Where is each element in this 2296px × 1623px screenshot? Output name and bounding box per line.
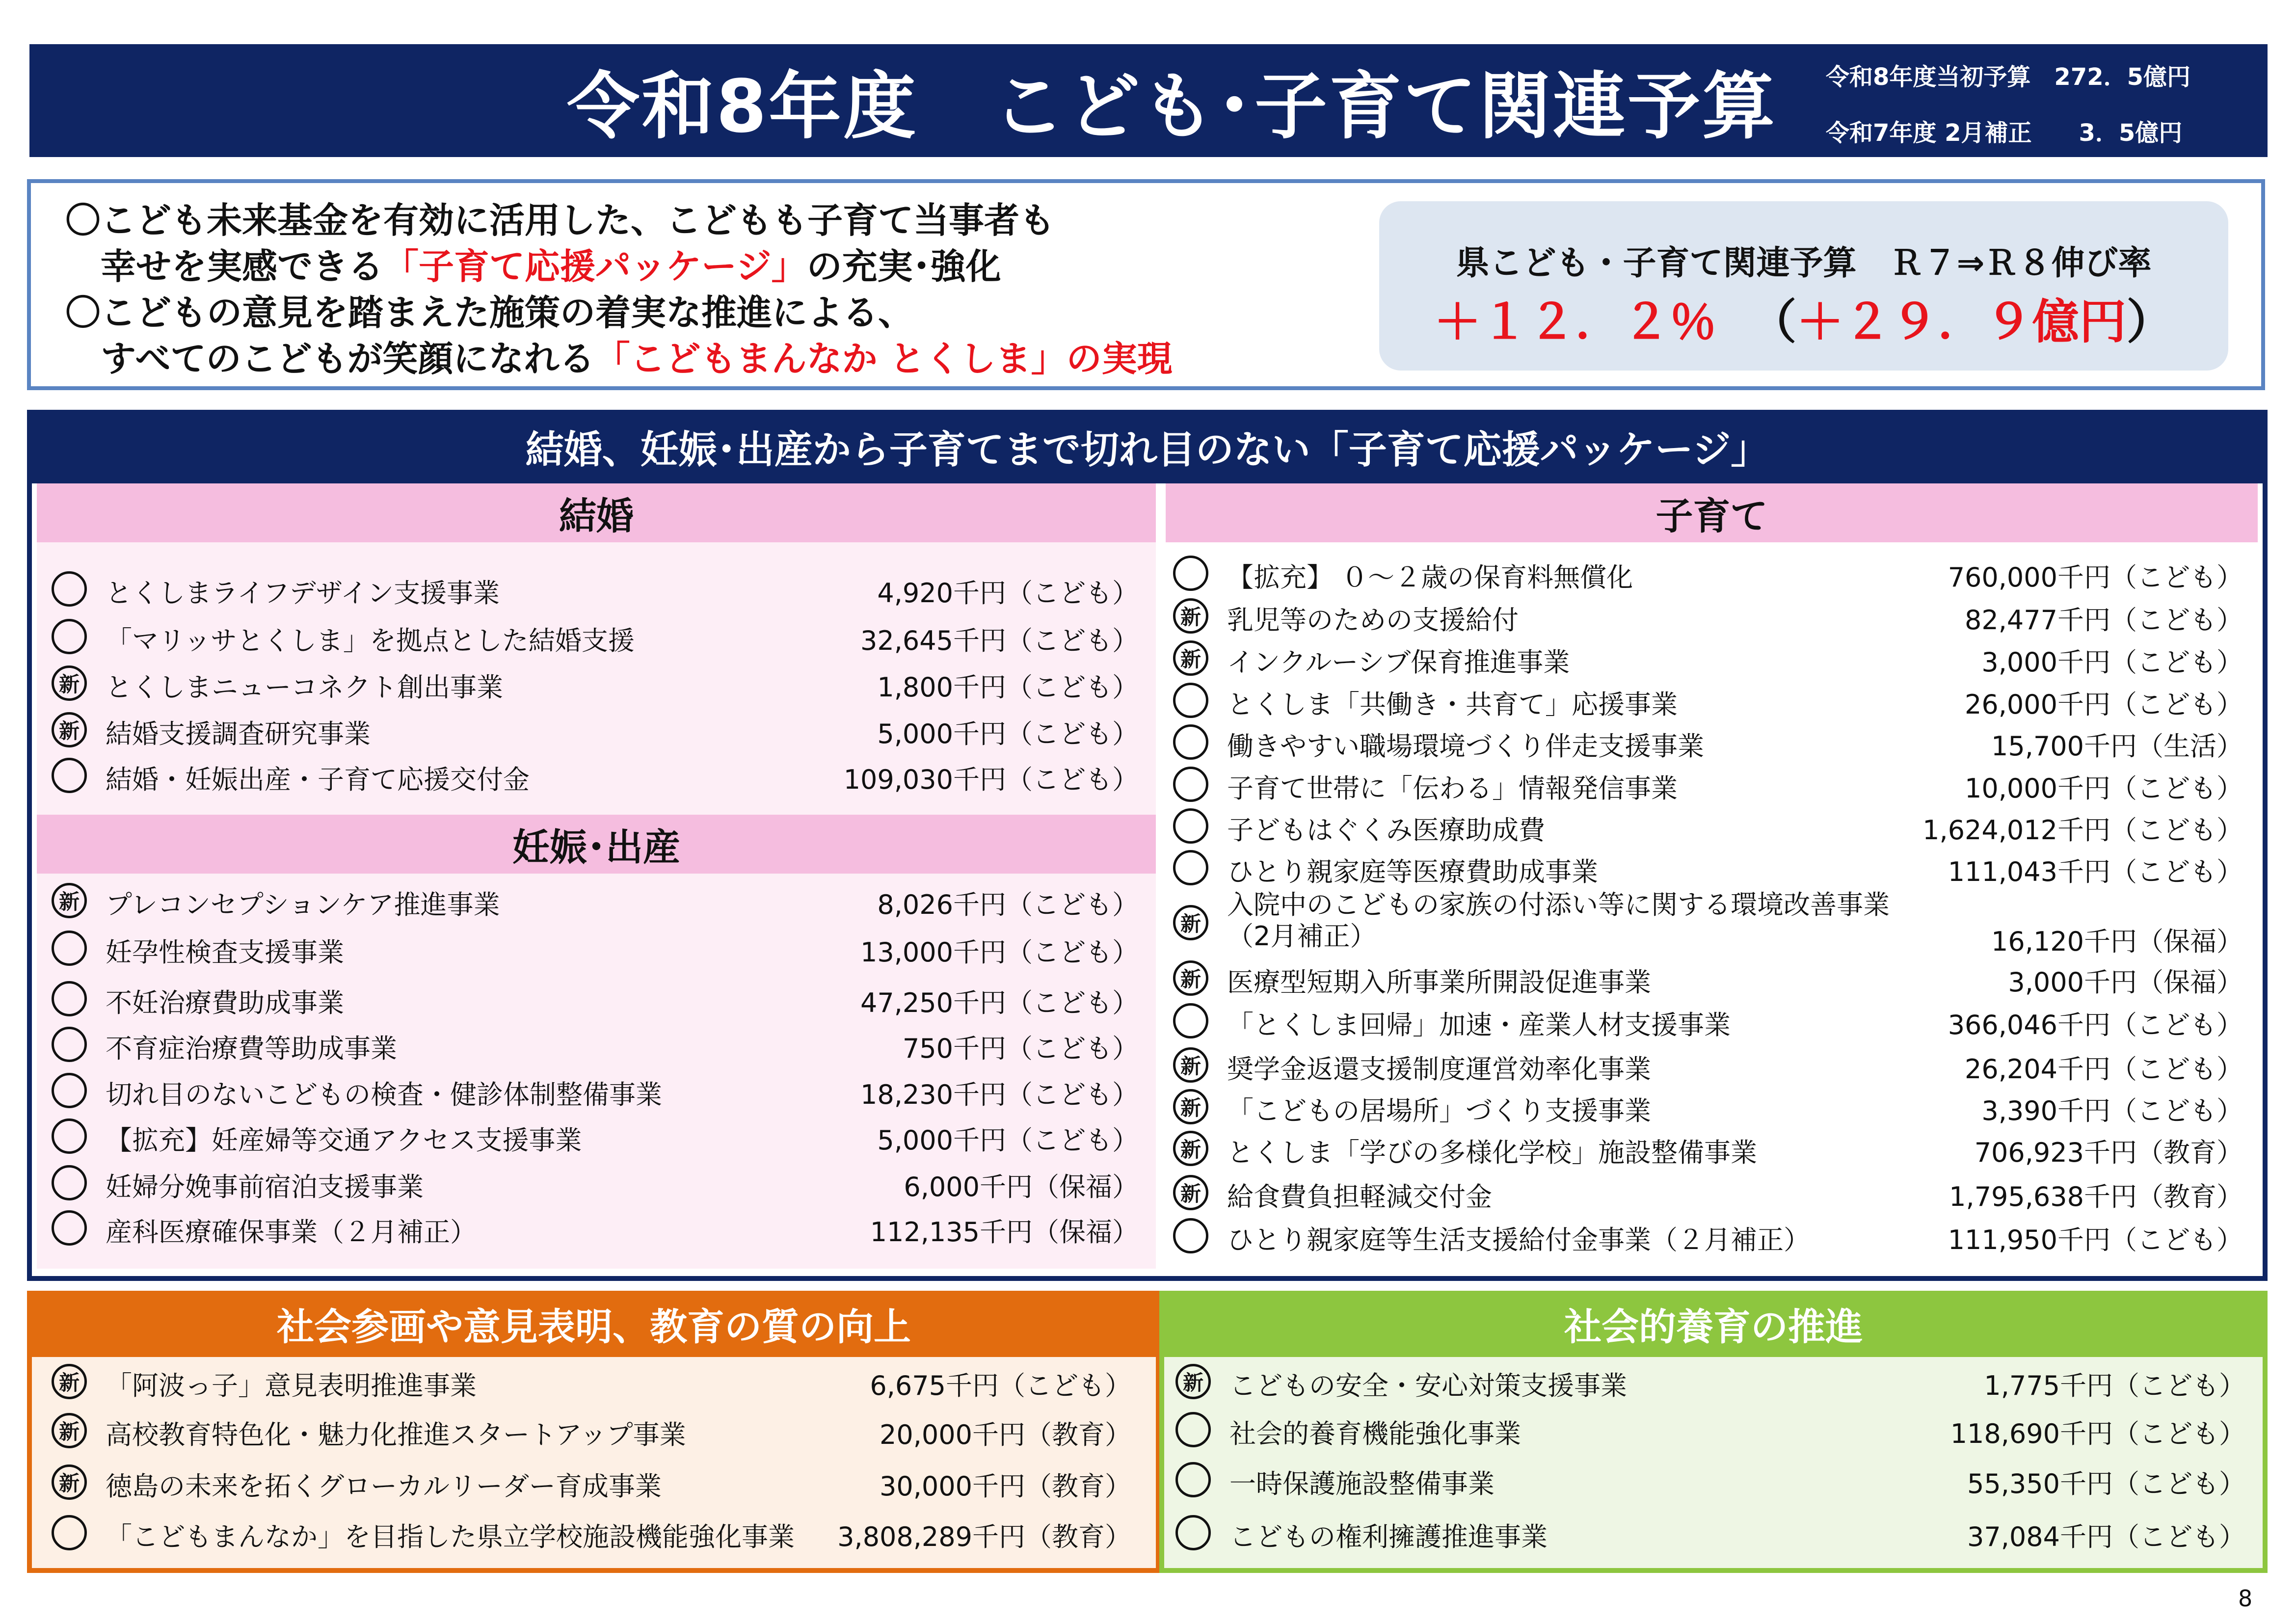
item-amount: 6,675千円（こども） [870, 1370, 1131, 1401]
list-item [52, 617, 1139, 656]
item-name: とくしまニューコネクト創出事業 [106, 672, 503, 703]
social-heading: 社会参画や意見表明、教育の質の向上 [27, 1291, 1161, 1357]
list-item [1173, 596, 2243, 636]
circle-mark-icon [1175, 1515, 1211, 1550]
circle-mark-icon [1173, 767, 1208, 802]
list-item [52, 929, 1139, 968]
circle-mark-icon [52, 1073, 87, 1108]
item-amount: 13,000千円（こども） [860, 937, 1139, 968]
circle-mark-icon [52, 1210, 87, 1246]
item-amount: 4,920千円（こども） [877, 578, 1139, 609]
paren-close: ） [2126, 294, 2174, 349]
item-name: ひとり親家庭等医療費助成事業 [1227, 856, 1598, 887]
package-highlight: 「子育て応援パッケージ」 [383, 246, 807, 287]
item-name: 一時保護施設整備事業 [1229, 1468, 1495, 1499]
new-badge-icon: 新 [1173, 905, 1208, 940]
item-name: 切れ目のないこどもの検査・健診体制整備事業 [106, 1079, 662, 1110]
item-amount: 32,645千円（こども） [860, 625, 1139, 656]
list-item [52, 1071, 1139, 1110]
item-amount: 3,808,289千円（教育） [837, 1521, 1131, 1552]
item-amount: 111,043千円（こども） [1948, 856, 2243, 887]
item-name: 働きやすい職場環境づくり伴走支援事業 [1227, 731, 1704, 762]
item-amount: 3,390千円（こども） [1981, 1095, 2243, 1126]
item-name: 乳児等のための支援給付 [1227, 605, 1519, 636]
item-amount: 82,477千円（こども） [1965, 605, 2243, 636]
page-number: 8 [2238, 1585, 2253, 1612]
item-amount: 30,000千円（教育） [880, 1471, 1131, 1502]
item-amount: 10,000千円（こども） [1965, 773, 2243, 804]
item-name: 子育て世帯に「伝わる」情報発信事業 [1227, 773, 1678, 804]
item-name: 「とくしま回帰」加速・産業人材支援事業 [1227, 1010, 1731, 1040]
item-amount: 55,350千円（こども） [1967, 1468, 2245, 1499]
item-name: 産科医療確保事業（２月補正） [106, 1217, 477, 1248]
item-name: 不育症治療費等助成事業 [106, 1033, 397, 1064]
new-badge-icon: 新 [1173, 1131, 1208, 1166]
intro-line-1: 〇こども未来基金を有効に活用した、こどもも子育て当事者も [65, 200, 1055, 241]
circle-mark-icon [52, 1027, 87, 1062]
intro-line-4 [65, 330, 1173, 381]
circle-mark-icon [52, 758, 87, 793]
item-name: 徳島の未来を拓くグローカルリーダー育成事業 [106, 1471, 662, 1502]
budget-line-initial: 令和8年度当初予算 272．5億円 [1826, 63, 2190, 91]
item-amount: 8,026千円（こども） [877, 889, 1139, 920]
item-name: 「こどもの居場所」づくり支援事業 [1227, 1095, 1651, 1126]
item-amount: 706,923千円（教育） [1974, 1137, 2243, 1168]
circle-mark-icon [52, 981, 87, 1016]
item-name: 結婚・妊娠出産・子育て応援交付金 [106, 764, 530, 795]
item-name: 【拡充】妊産婦等交通アクセス支援事業 [106, 1125, 582, 1156]
intro-line-2 [65, 238, 1001, 289]
new-badge-icon: 新 [52, 712, 87, 747]
item-amount: 6,000千円（保福） [904, 1171, 1139, 1202]
list-item [1175, 1513, 2245, 1552]
growth-amount: ＋２９．９億円 [1796, 294, 2127, 349]
item-amount: 26,204千円（こども） [1965, 1054, 2243, 1085]
list-item [52, 1362, 1131, 1401]
item-amount: 111,950千円（こども） [1948, 1224, 2243, 1255]
new-badge-icon: 新 [1173, 1175, 1208, 1210]
budget-line-supplementary: 令和7年度 2月補正 3．5億円 [1826, 119, 2183, 147]
list-item [52, 1025, 1139, 1064]
circle-mark-icon [1175, 1412, 1211, 1447]
list-item [1175, 1460, 2245, 1499]
new-badge-icon: 新 [52, 1464, 87, 1500]
new-badge-icon: 新 [1173, 1089, 1208, 1124]
item-name: インクルーシブ保育推進事業 [1227, 647, 1570, 678]
new-badge-icon: 新 [1173, 960, 1208, 996]
circle-mark-icon [52, 1165, 87, 1200]
kodomo-mannaka-highlight: 「こどもまんなか とくしま」の実現 [594, 338, 1173, 379]
item-name: 「マリッサとくしま」を拠点とした結婚支援 [106, 625, 635, 656]
list-item [52, 756, 1139, 795]
new-badge-icon: 新 [1175, 1364, 1211, 1399]
list-item [1173, 1216, 2243, 1255]
circle-mark-icon [1173, 683, 1208, 718]
list-item [1173, 1129, 2243, 1168]
item-amount: 5,000千円（こども） [877, 1125, 1139, 1156]
intro-line-2-tail: の充実･強化 [806, 246, 1001, 287]
new-badge-icon: 新 [52, 665, 87, 701]
item-name: 医療型短期入所事業所開設促進事業 [1227, 967, 1651, 998]
list-item [52, 1163, 1139, 1202]
list-item [52, 881, 1139, 920]
intro-line-2-text: 幸せを実感できる [65, 246, 384, 287]
item-name: 入院中のこどもの家族の付添い等に関する環境改善事業 （2月補正） [1227, 889, 1890, 952]
list-item [52, 1513, 1131, 1552]
list-item [1175, 1362, 2245, 1401]
list-item [1173, 958, 2243, 998]
item-amount: 118,690千円（こども） [1950, 1418, 2245, 1449]
list-item [1173, 1173, 2243, 1212]
item-name: とくしま「共働き・共育て」応援事業 [1227, 689, 1678, 720]
item-amount: 18,230千円（こども） [860, 1079, 1139, 1110]
list-item [1173, 681, 2243, 720]
list-item [52, 1463, 1131, 1502]
list-item [1173, 765, 2243, 804]
item-name: とくしま「学びの多様化学校」施設整備事業 [1227, 1137, 1757, 1168]
item-amount: 3,000千円（保福） [2008, 967, 2243, 998]
list-item [1173, 1001, 2243, 1040]
list-item [52, 1117, 1139, 1156]
list-item [1173, 639, 2243, 678]
package-title: 結婚、妊娠･出産から子育てまで切れ目のない「子育て応援パッケージ」 [27, 410, 2268, 483]
circle-mark-icon [52, 571, 87, 607]
circle-mark-icon [1175, 1462, 1211, 1497]
item-amount: 26,000千円（こども） [1965, 689, 2243, 720]
pregnancy-heading: 妊娠･出産 [37, 815, 1156, 874]
circle-mark-icon [1173, 808, 1208, 844]
growth-rate-value [1379, 285, 2228, 352]
item-amount: 1,795,638千円（教育） [1949, 1181, 2243, 1212]
item-amount: 760,000千円（こども） [1948, 562, 2243, 593]
circle-mark-icon [1173, 1218, 1208, 1253]
item-name: こどもの権利擁護推進事業 [1229, 1521, 1548, 1552]
list-item [1173, 889, 2243, 957]
item-amount: 5,000千円（こども） [877, 718, 1139, 749]
item-amount: 1,775千円（こども） [1984, 1370, 2245, 1401]
circle-mark-icon [52, 1515, 87, 1550]
list-item [1173, 1045, 2243, 1085]
new-badge-icon: 新 [1173, 640, 1208, 676]
list-item [1175, 1410, 2245, 1449]
item-amount: 16,120千円（保福） [1991, 926, 2243, 957]
item-name: 高校教育特色化・魅力化推進スタートアップ事業 [106, 1419, 686, 1450]
item-name: 給食費負担軽減交付金 [1227, 1181, 1492, 1212]
list-item [52, 1411, 1131, 1450]
item-name: ひとり親家庭等生活支援給付金事業（２月補正） [1227, 1224, 1810, 1255]
list-item [1173, 1087, 2243, 1126]
item-amount: 750千円（こども） [902, 1033, 1139, 1064]
item-name: 奨学金返還支援制度運営効率化事業 [1227, 1054, 1651, 1085]
list-item [1173, 554, 2243, 593]
list-item [52, 979, 1139, 1018]
intro-line-3: 〇こどもの意見を踏まえた施策の着実な推進による、 [65, 292, 914, 333]
item-name: 妊婦分娩事前宿泊支援事業 [106, 1171, 424, 1202]
new-badge-icon: 新 [52, 883, 87, 918]
item-name: こどもの安全・安心対策支援事業 [1229, 1370, 1627, 1401]
growth-rate-label: 県こども・子育て関連予算 Ｒ７⇒Ｒ８伸び率 [1456, 244, 2152, 283]
growth-rate-box [1379, 201, 2228, 371]
list-item [1173, 722, 2243, 762]
item-name: 子どもはぐくみ医療助成費 [1227, 815, 1545, 846]
marriage-heading: 結婚 [37, 483, 1156, 542]
item-amount: 47,250千円（こども） [860, 987, 1139, 1018]
circle-mark-icon [1173, 556, 1208, 591]
item-amount: 366,046千円（こども） [1948, 1010, 2243, 1040]
item-amount: 20,000千円（教育） [880, 1419, 1131, 1450]
new-badge-icon: 新 [52, 1364, 87, 1399]
circle-mark-icon [1173, 850, 1208, 885]
paren-open: （ [1749, 294, 1797, 349]
item-amount: 112,135千円（保福） [870, 1217, 1139, 1248]
item-amount: 15,700千円（生活） [1991, 731, 2243, 762]
item-name: とくしまライフデザイン支援事業 [106, 578, 500, 609]
item-name: 社会的養育機能強化事業 [1229, 1418, 1521, 1449]
circle-mark-icon [52, 931, 87, 966]
item-name: 「こどもまんなか」を目指した県立学校施設機能強化事業 [106, 1521, 795, 1552]
list-item [52, 710, 1139, 749]
item-name: プレコンセプションケア推進事業 [106, 889, 500, 920]
list-item [1173, 806, 2243, 846]
circle-mark-icon [52, 619, 87, 654]
circle-mark-icon [1173, 724, 1208, 760]
list-item [52, 1208, 1139, 1248]
circle-mark-icon [1173, 1003, 1208, 1038]
new-badge-icon: 新 [52, 1413, 87, 1448]
page-title: 令和8年度 こども･子育て関連予算 [567, 64, 1777, 149]
item-name: 【拡充】 ０～２歳の保育料無償化 [1227, 562, 1633, 593]
item-amount: 37,084千円（こども） [1967, 1521, 2245, 1552]
growth-rate-percent: ＋１２．２％ [1434, 294, 1717, 349]
circle-mark-icon [52, 1118, 87, 1154]
list-item [52, 569, 1139, 609]
intro-line-4-text: すべてのこどもが笑顔になれる [65, 338, 595, 379]
new-badge-icon: 新 [1173, 598, 1208, 634]
item-amount: 1,624,012千円（こども） [1922, 815, 2243, 846]
new-badge-icon: 新 [1173, 1047, 1208, 1083]
item-name: 結婚支援調査研究事業 [106, 718, 371, 749]
childcare-heading: 子育て [1166, 483, 2258, 542]
item-name: 妊孕性検査支援事業 [106, 937, 344, 968]
list-item [52, 664, 1139, 703]
list-item [1173, 848, 2243, 887]
item-name: 「阿波っ子」意見表明推進事業 [106, 1370, 477, 1401]
item-amount: 1,800千円（こども） [877, 672, 1139, 703]
item-amount: 3,000千円（こども） [1981, 647, 2243, 678]
item-amount: 109,030千円（こども） [843, 764, 1139, 795]
care-heading: 社会的養育の推進 [1159, 1291, 2268, 1357]
item-name: 不妊治療費助成事業 [106, 987, 344, 1018]
